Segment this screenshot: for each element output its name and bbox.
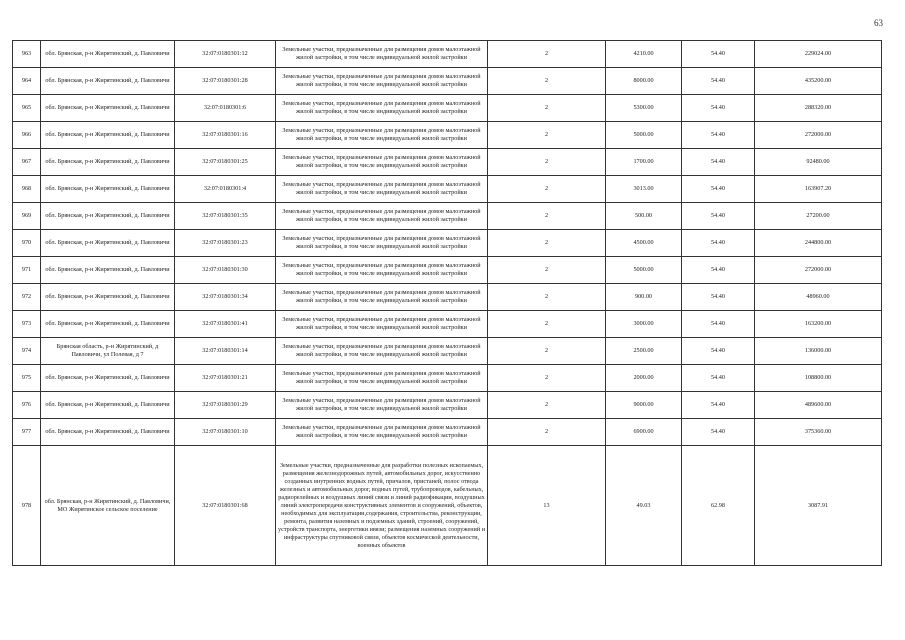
cadastral-number-cell: 32:07:0180301:14 [175, 338, 276, 365]
cadastral-number-cell: 32:07:0180301:6 [175, 95, 276, 122]
area-cell: 900.00 [606, 284, 682, 311]
cadastral-number-cell: 32:07:0180301:23 [175, 230, 276, 257]
cadastral-number-cell: 32:07:0180301:10 [175, 419, 276, 446]
cadastral-number-cell: 32:07:0180301:68 [175, 446, 276, 566]
cadastral-number-cell: 32:07:0180301:28 [175, 68, 276, 95]
row-number-cell: 973 [13, 311, 41, 338]
area-cell: 5000.00 [606, 122, 682, 149]
table-row [13, 95, 882, 122]
table-row [13, 203, 882, 230]
address-cell: обл. Брянская, р-н Жирятинский, д. Павловичи [41, 95, 175, 122]
group-cell: 2 [488, 392, 606, 419]
group-cell: 2 [488, 338, 606, 365]
row-number-cell: 967 [13, 149, 41, 176]
cadastral-value-cell: 163907.20 [755, 176, 882, 203]
address-cell: обл. Брянская, р-н Жирятинский, д. Павловичи [41, 176, 175, 203]
group-cell: 2 [488, 311, 606, 338]
cadastral-value-cell: 3087.91 [755, 446, 882, 566]
land-use-cell: Земельные участки, предназначенные для размещения домов малоэтажной жилой застройки, в том числе индивидуальной жилой застройки [276, 419, 488, 446]
land-use-cell: Земельные участки, предназначенные для размещения домов малоэтажной жилой застройки, в том числе индивидуальной жилой застройки [276, 284, 488, 311]
table-row [13, 176, 882, 203]
row-number-cell: 974 [13, 338, 41, 365]
table-body [13, 41, 882, 566]
row-number-cell: 964 [13, 68, 41, 95]
cadastral-value-cell: 244800.00 [755, 230, 882, 257]
row-number-cell: 969 [13, 203, 41, 230]
group-cell: 2 [488, 365, 606, 392]
table-row [13, 311, 882, 338]
group-cell: 2 [488, 284, 606, 311]
specific-value-cell: 54.40 [682, 149, 755, 176]
specific-value-cell: 54.40 [682, 392, 755, 419]
area-cell: 5000.00 [606, 257, 682, 284]
cadastral-value-cell: 435200.00 [755, 68, 882, 95]
specific-value-cell: 54.40 [682, 68, 755, 95]
area-cell: 3000.00 [606, 311, 682, 338]
area-cell: 500.00 [606, 203, 682, 230]
group-cell: 2 [488, 68, 606, 95]
group-cell: 2 [488, 257, 606, 284]
cadastral-value-cell: 48960.00 [755, 284, 882, 311]
area-cell: 49.03 [606, 446, 682, 566]
land-use-cell: Земельные участки, предназначенные для размещения домов малоэтажной жилой застройки, в том числе индивидуальной жилой застройки [276, 41, 488, 68]
row-number-cell: 972 [13, 284, 41, 311]
cadastral-value-table [12, 40, 882, 566]
address-cell: обл. Брянская, р-н Жирятинский, д. Павловичи [41, 122, 175, 149]
group-cell: 2 [488, 122, 606, 149]
row-number-cell: 975 [13, 365, 41, 392]
land-use-cell: Земельные участки, предназначенные для размещения домов малоэтажной жилой застройки, в том числе индивидуальной жилой застройки [276, 203, 488, 230]
group-cell: 2 [488, 419, 606, 446]
address-cell: обл. Брянская, р-н Жирятинский, д. Павловичи [41, 257, 175, 284]
specific-value-cell: 62.98 [682, 446, 755, 566]
row-number-cell: 971 [13, 257, 41, 284]
group-cell: 2 [488, 95, 606, 122]
row-number-cell: 963 [13, 41, 41, 68]
area-cell: 2500.00 [606, 338, 682, 365]
land-use-cell: Земельные участки, предназначенные для размещения домов малоэтажной жилой застройки, в том числе индивидуальной жилой застройки [276, 95, 488, 122]
cadastral-number-cell: 32:07:0180301:35 [175, 203, 276, 230]
row-number-cell: 966 [13, 122, 41, 149]
specific-value-cell: 54.40 [682, 365, 755, 392]
group-cell: 2 [488, 230, 606, 257]
specific-value-cell: 54.40 [682, 419, 755, 446]
address-cell: обл. Брянская, р-н Жирятинский, д. Павловичи [41, 230, 175, 257]
specific-value-cell: 54.40 [682, 230, 755, 257]
cadastral-number-cell: 32:07:0180301:21 [175, 365, 276, 392]
land-use-cell: Земельные участки, предназначенные для разработки полезных ископаемых, размещения железнодорожных путей, автомобильных дорог, искусственно созданных внутренних водных путей, причалов, пристаней, полос отвода железных и автомобильных дорог, водных путей, трубопроводов, кабельных, радиорелейных и воздушных линий связи и линий радиофикации, воздушных линий электропередачи конструктивных элементов и сооружений, объектов, необходимых для эксплуатации,содержания, строительства, реконструкции, ремонта, развития наземных и подземных зданий, строений, сооружений, устройств транспорта, энергетики ивязи; размещения наземных сооружений и инфраструктуры спутниковой связи, объектов космической деятельности, военных объектов [276, 446, 488, 566]
row-number-cell: 977 [13, 419, 41, 446]
row-number-cell: 976 [13, 392, 41, 419]
address-cell: обл. Брянская, р-н Жирятинский, д. Павловичи [41, 41, 175, 68]
area-cell: 4500.00 [606, 230, 682, 257]
land-use-cell: Земельные участки, предназначенные для размещения домов малоэтажной жилой застройки, в том числе индивидуальной жилой застройки [276, 68, 488, 95]
area-cell: 6900.00 [606, 419, 682, 446]
specific-value-cell: 54.40 [682, 203, 755, 230]
land-use-cell: Земельные участки, предназначенные для размещения домов малоэтажной жилой застройки, в том числе индивидуальной жилой застройки [276, 365, 488, 392]
group-cell: 2 [488, 149, 606, 176]
area-cell: 1700.00 [606, 149, 682, 176]
table-row [13, 419, 882, 446]
land-use-cell: Земельные участки, предназначенные для размещения домов малоэтажной жилой застройки, в том числе индивидуальной жилой застройки [276, 392, 488, 419]
row-number-cell: 968 [13, 176, 41, 203]
table-row [13, 68, 882, 95]
row-number-cell: 965 [13, 95, 41, 122]
specific-value-cell: 54.40 [682, 257, 755, 284]
table-row [13, 230, 882, 257]
address-cell: обл. Брянская, р-н Жирятинский, д. Павловичи, МО Жирятинское сельское поселение [41, 446, 175, 566]
table-row [13, 365, 882, 392]
address-cell: обл. Брянская, р-н Жирятинский, д. Павловичи [41, 419, 175, 446]
cadastral-value-cell: 229024.00 [755, 41, 882, 68]
row-number-cell: 978 [13, 446, 41, 566]
table-row [13, 392, 882, 419]
cadastral-number-cell: 32:07:0180301:41 [175, 311, 276, 338]
area-cell: 8000.00 [606, 68, 682, 95]
cadastral-value-cell: 136000.00 [755, 338, 882, 365]
table-row [13, 149, 882, 176]
address-cell: обл. Брянская, р-н Жирятинский, д. Павловичи [41, 203, 175, 230]
specific-value-cell: 54.40 [682, 176, 755, 203]
specific-value-cell: 54.40 [682, 41, 755, 68]
cadastral-value-cell: 288320.00 [755, 95, 882, 122]
cadastral-number-cell: 32:07:0180301:34 [175, 284, 276, 311]
address-cell: Брянская область, р-н Жирятинский, д Павловичи, ул Полевая, д 7 [41, 338, 175, 365]
area-cell: 3013.00 [606, 176, 682, 203]
cadastral-value-cell: 92480.00 [755, 149, 882, 176]
cadastral-number-cell: 32:07:0180301:4 [175, 176, 276, 203]
table-row [13, 338, 882, 365]
table-row [13, 122, 882, 149]
area-cell: 4210.00 [606, 41, 682, 68]
group-cell: 2 [488, 41, 606, 68]
land-use-cell: Земельные участки, предназначенные для размещения домов малоэтажной жилой застройки, в том числе индивидуальной жилой застройки [276, 230, 488, 257]
cadastral-value-cell: 108800.00 [755, 365, 882, 392]
land-use-cell: Земельные участки, предназначенные для размещения домов малоэтажной жилой застройки, в том числе индивидуальной жилой застройки [276, 311, 488, 338]
address-cell: обл. Брянская, р-н Жирятинский, д. Павловичи [41, 365, 175, 392]
address-cell: обл. Брянская, р-н Жирятинский, д. Павловичи [41, 149, 175, 176]
address-cell: обл. Брянская, р-н Жирятинский, д. Павловичи [41, 392, 175, 419]
row-number-cell: 970 [13, 230, 41, 257]
table-row [13, 257, 882, 284]
specific-value-cell: 54.40 [682, 95, 755, 122]
address-cell: обл. Брянская, р-н Жирятинский, д. Павловичи [41, 311, 175, 338]
cadastral-number-cell: 32:07:0180301:25 [175, 149, 276, 176]
address-cell: обл. Брянская, р-н Жирятинский, д. Павловичи [41, 284, 175, 311]
cadastral-number-cell: 32:07:0180301:29 [175, 392, 276, 419]
specific-value-cell: 54.40 [682, 311, 755, 338]
cadastral-value-cell: 375360.00 [755, 419, 882, 446]
cadastral-value-cell: 272000.00 [755, 257, 882, 284]
specific-value-cell: 54.40 [682, 122, 755, 149]
land-use-cell: Земельные участки, предназначенные для размещения домов малоэтажной жилой застройки, в том числе индивидуальной жилой застройки [276, 149, 488, 176]
area-cell: 5300.00 [606, 95, 682, 122]
area-cell: 2000.00 [606, 365, 682, 392]
cadastral-number-cell: 32:07:0180301:30 [175, 257, 276, 284]
group-cell: 2 [488, 203, 606, 230]
area-cell: 9000.00 [606, 392, 682, 419]
cadastral-value-cell: 272000.00 [755, 122, 882, 149]
group-cell: 13 [488, 446, 606, 566]
cadastral-number-cell: 32:07:0180301:16 [175, 122, 276, 149]
cadastral-value-cell: 163200.00 [755, 311, 882, 338]
land-use-cell: Земельные участки, предназначенные для размещения домов малоэтажной жилой застройки, в том числе индивидуальной жилой застройки [276, 338, 488, 365]
land-use-cell: Земельные участки, предназначенные для размещения домов малоэтажной жилой застройки, в том числе индивидуальной жилой застройки [276, 176, 488, 203]
specific-value-cell: 54.40 [682, 338, 755, 365]
land-use-cell: Земельные участки, предназначенные для размещения домов малоэтажной жилой застройки, в том числе индивидуальной жилой застройки [276, 122, 488, 149]
specific-value-cell: 54.40 [682, 284, 755, 311]
cadastral-value-cell: 27200.00 [755, 203, 882, 230]
cadastral-value-cell: 489600.00 [755, 392, 882, 419]
table-row [13, 284, 882, 311]
table-row [13, 41, 882, 68]
page-number: 63 [874, 18, 883, 28]
group-cell: 2 [488, 176, 606, 203]
table-row [13, 446, 882, 566]
cadastral-number-cell: 32:07:0180301:12 [175, 41, 276, 68]
address-cell: обл. Брянская, р-н Жирятинский, д. Павловичи [41, 68, 175, 95]
land-use-cell: Земельные участки, предназначенные для размещения домов малоэтажной жилой застройки, в том числе индивидуальной жилой застройки [276, 257, 488, 284]
